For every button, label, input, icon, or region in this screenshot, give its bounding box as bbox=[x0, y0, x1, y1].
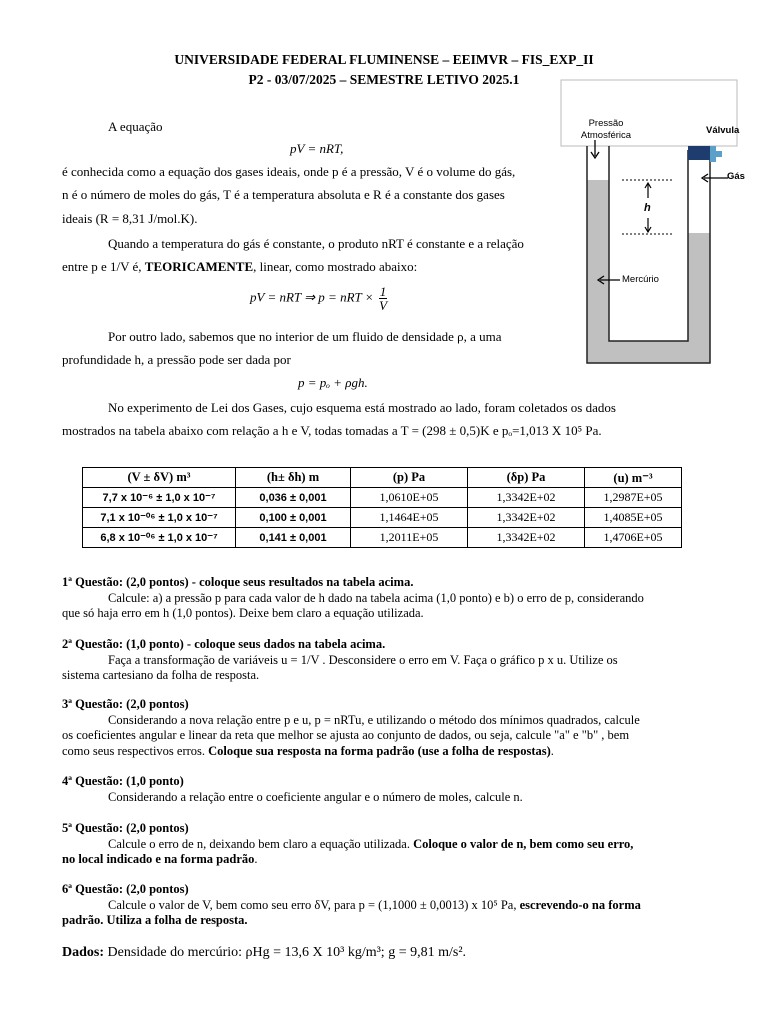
question-6 bbox=[62, 882, 707, 929]
cell-dp[interactable]: 1,3342E+02 bbox=[468, 528, 585, 548]
header-exam: P2 - 03/07/2025 – SEMESTRE LETIVO 2025.1 bbox=[248, 72, 520, 87]
intro-line-5: entre p e 1/V é, TEORICAMENTE, linear, como mostrado abaixo: bbox=[62, 259, 418, 274]
question-1-title: 1ª Questão: (2,0 pontos) - coloque seus resultados na tabela acima. bbox=[62, 575, 414, 589]
question-3-line-2: os coeficientes angular e linear da reta que melhor se ajusta ao conjunto de dados, ou seja, calcule "a" e "b" , bem bbox=[62, 728, 630, 742]
question-1-line-2: que só haja erro em h (1,0 pontos). Deixe bem claro a equação utilizada. bbox=[62, 606, 424, 620]
equation-ideal-gas: pV = nRT, bbox=[290, 141, 344, 156]
cell-volume[interactable]: 6,8 x 10⁻⁰⁶ ± 1,0 x 10⁻⁷ bbox=[83, 528, 236, 548]
dados-line bbox=[62, 945, 466, 961]
cell-u[interactable]: 1,4085E+05 bbox=[585, 508, 682, 528]
valve-knob bbox=[710, 146, 716, 162]
question-6-title: 6ª Questão: (2,0 pontos) bbox=[62, 882, 189, 896]
question-3-line-3: como seus respectivos erros. Coloque sua resposta na forma padrão (use a folha de respostas). bbox=[62, 743, 554, 758]
label-h: h bbox=[644, 202, 651, 214]
question-4-line-1: Considerando a relação entre o coeficiente angular e o número de moles, calcule n. bbox=[108, 789, 523, 804]
question-4 bbox=[62, 774, 707, 805]
table-header-row bbox=[83, 468, 682, 488]
cell-h[interactable]: 0,100 ± 0,001 bbox=[236, 508, 351, 528]
question-1 bbox=[62, 575, 707, 622]
cell-p[interactable]: 1,1464E+05 bbox=[351, 508, 468, 528]
label-mercurio: Mercúrio bbox=[622, 274, 659, 285]
intro-a-equacao: A equação bbox=[108, 119, 163, 134]
cell-p[interactable]: 1,0610E+05 bbox=[351, 488, 468, 508]
question-5-title: 5ª Questão: (2,0 pontos) bbox=[62, 821, 189, 835]
intro-line-9: mostrados na tabela abaixo com relação a h e V, todas tomadas a T = (298 ± 0,5)K e pₒ=1,013 X 10⁵ Pa. bbox=[62, 423, 602, 438]
cell-u[interactable]: 1,2987E+05 bbox=[585, 488, 682, 508]
valve-body bbox=[688, 146, 710, 160]
cell-dp[interactable]: 1,3342E+02 bbox=[468, 488, 585, 508]
dados-label: Dados: bbox=[62, 945, 105, 960]
question-2-title: 2ª Questão: (1,0 ponto) - coloque seus dados na tabela acima. bbox=[62, 637, 386, 651]
label-gas: Gás bbox=[727, 171, 745, 182]
intro-line-2: n é o número de moles do gás, T é a temperatura absoluta e R é a constante dos gases bbox=[62, 187, 505, 202]
cell-volume[interactable]: 7,1 x 10⁻⁰⁶ ± 1,0 x 10⁻⁷ bbox=[83, 508, 236, 528]
cell-h[interactable]: 0,141 ± 0,001 bbox=[236, 528, 351, 548]
question-6-line-2: padrão. Utiliza a folha de resposta. bbox=[62, 913, 248, 927]
dados-text: Densidade do mercúrio: ρHg = 13,6 X 10³ kg/m³; g = 9,81 m/s². bbox=[104, 945, 467, 960]
question-3 bbox=[62, 697, 707, 759]
intro-line-3: ideais (R = 8,31 J/mol.K). bbox=[62, 211, 198, 226]
col-header-u: (u) m⁻³ bbox=[585, 468, 682, 488]
col-header-dp: (δp) Pa bbox=[468, 468, 585, 488]
label-valvula: Válvula bbox=[706, 125, 740, 136]
question-5 bbox=[62, 821, 707, 868]
data-table bbox=[82, 467, 682, 548]
cell-dp[interactable]: 1,3342E+02 bbox=[468, 508, 585, 528]
col-header-volume: (V ± δV) m³ bbox=[83, 468, 236, 488]
question-1-line-1: Calcule: a) a pressão p para cada valor de h dado na tabela acima (1,0 ponto) e b) o erro de p, considerando bbox=[108, 590, 644, 605]
intro-line-1: é conhecida como a equação dos gases ideais, onde p é a pressão, V é o volume do gás, bbox=[62, 164, 516, 179]
question-2-line-2: sistema cartesiano da folha de resposta. bbox=[62, 668, 260, 682]
u-tube-diagram bbox=[560, 78, 745, 368]
header-university: UNIVERSIDADE FEDERAL FLUMINENSE – EEIMVR – FIS_EXP_II bbox=[174, 52, 594, 67]
question-3-line-1: Considerando a nova relação entre p e u, p = nRTu, e utilizando o método dos mínimos quadrados, calcule bbox=[108, 712, 640, 727]
cell-h[interactable]: 0,036 ± 0,001 bbox=[236, 488, 351, 508]
cell-p[interactable]: 1,2011E+05 bbox=[351, 528, 468, 548]
label-pressao-atmosferica: Pressão Atmosférica bbox=[580, 118, 632, 141]
intro-line-7: profundidade h, a pressão pode ser dada por bbox=[62, 352, 291, 367]
question-5-line-1: Calcule o erro de n, deixando bem claro a equação utilizada. Coloque o valor de n, bem como seu erro, bbox=[108, 836, 634, 851]
intro-line-6: Por outro lado, sabemos que no interior de um fluido de densidade ρ, a uma bbox=[108, 329, 502, 344]
question-5-line-2: no local indicado e na forma padrão. bbox=[62, 852, 258, 866]
intro-line-4: Quando a temperatura do gás é constante, o produto nRT é constante e a relação bbox=[108, 236, 524, 251]
question-2-line-1: Faça a transformação de variáveis u = 1/V . Desconsidere o erro em V. Faça o gráfico p x u. Utilize os bbox=[108, 652, 618, 667]
question-4-title: 4ª Questão: (1,0 ponto) bbox=[62, 774, 184, 788]
tube-inner bbox=[609, 146, 688, 341]
equation-linear: pV = nRT ⇒ p = nRT × $\frac{1}{V}$ bbox=[250, 284, 388, 313]
col-header-h: (h± δh) m bbox=[236, 468, 351, 488]
cell-volume[interactable]: 7,7 x 10⁻⁶ ± 1,0 x 10⁻⁷ bbox=[83, 488, 236, 508]
question-3-title: 3ª Questão: (2,0 pontos) bbox=[62, 697, 189, 711]
intro-line-8: No experimento de Lei dos Gases, cujo esquema está mostrado ao lado, foram coletados os dados bbox=[108, 400, 616, 415]
question-6-line-1: Calcule o valor de V, bem como seu erro δV, para p = (1,1000 ± 0,0013) x 10⁵ Pa, escrevendo-o na forma bbox=[108, 897, 641, 912]
table-row bbox=[83, 488, 682, 508]
col-header-p: (p) Pa bbox=[351, 468, 468, 488]
question-2 bbox=[62, 637, 707, 684]
cell-u[interactable]: 1,4706E+05 bbox=[585, 528, 682, 548]
table-row bbox=[83, 508, 682, 528]
equation-pressure: p = pₒ + ρgh. bbox=[298, 375, 368, 390]
table-row bbox=[83, 528, 682, 548]
